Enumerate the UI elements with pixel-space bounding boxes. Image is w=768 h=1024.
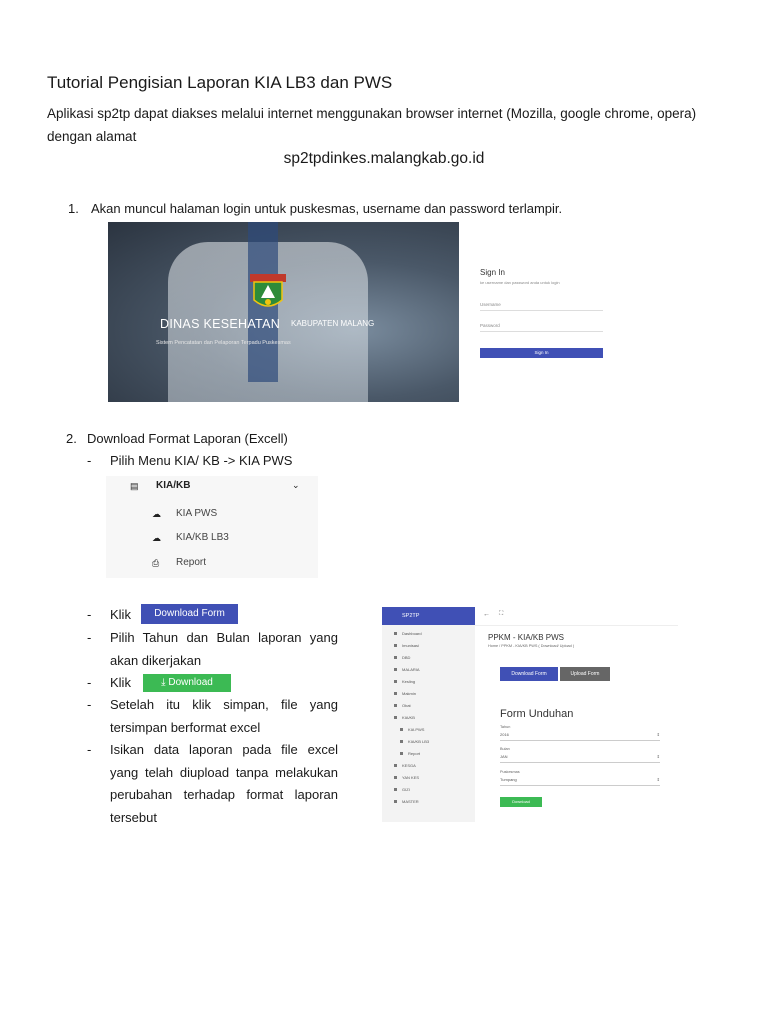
kabupaten-emblem-icon — [248, 272, 288, 312]
org-region: KABUPATEN MALANG — [291, 319, 375, 328]
cloud-download-icon: ☁ — [152, 509, 161, 519]
username-underline — [480, 310, 603, 311]
app-brand: SP2TP — [382, 607, 475, 625]
sidebar-item[interactable]: DBD — [402, 655, 411, 660]
site-url[interactable]: sp2tpdinkes.malangkab.go.id — [283, 150, 485, 167]
intro-paragraph: Aplikasi sp2tp dapat diakses melalui internet menggunakan browser internet (Mozilla, google chrome, opera) dengan alamat — [47, 106, 697, 144]
bulan-value: JAN — [500, 754, 508, 759]
download-button-label: Download — [168, 677, 213, 688]
sidebar-icon — [400, 752, 403, 755]
sidebar-icon — [394, 788, 397, 791]
app-page-title: PPKM - KIA/KB PWS — [488, 633, 565, 642]
breadcrumb: Home / PPKM - KIA/KB PWS ( Download/ Upload ) — [488, 644, 575, 648]
dash-marker: - — [87, 675, 92, 690]
sidebar-icon — [394, 704, 397, 707]
back-arrow-icon[interactable]: ← — [483, 611, 490, 618]
sidebar-item[interactable]: MALARIA — [402, 667, 420, 672]
dash-marker: - — [87, 742, 92, 757]
chevron-down-icon[interactable]: ⌄ — [292, 480, 300, 490]
sidebar-icon — [400, 740, 403, 743]
bulan-select[interactable] — [500, 754, 660, 763]
dash-marker: - — [87, 453, 92, 468]
sidebar-icon — [394, 656, 397, 659]
signin-button[interactable]: Sign In — [480, 348, 603, 358]
puskesmas-value: Tumpang — [500, 777, 517, 782]
step2-text: Download Format Laporan (Excell) — [87, 431, 288, 446]
sidebar-icon — [400, 728, 403, 731]
signin-title: Sign In — [480, 268, 505, 277]
sidebar-icon — [394, 764, 397, 767]
bulan-label: Bulan — [500, 747, 510, 751]
login-background — [108, 222, 459, 402]
bullet-pilih-tahun: Pilih Tahun dan Bulan laporan yang akan dikerjakan — [110, 630, 338, 668]
dash-marker: - — [87, 630, 92, 645]
sidebar-item[interactable]: KESGA — [402, 763, 416, 768]
login-screenshot — [108, 222, 604, 402]
sidebar-icon — [394, 668, 397, 671]
menu-head-kia-kb[interactable]: KIA/KB — [156, 480, 191, 491]
bullet-setelah-simpan: Setelah itu klik simpan, file yang tersimpan berformat excel — [110, 697, 338, 735]
menu-item-report[interactable]: Report — [176, 557, 207, 568]
fullscreen-icon[interactable]: ⛶ — [499, 611, 504, 617]
bullet-klik: Klik — [110, 607, 131, 622]
app-download-button[interactable]: Download — [500, 797, 542, 807]
tab-upload-form[interactable]: Upload Form — [560, 667, 610, 681]
sidebar-item[interactable]: KIA/KB LB3 — [408, 739, 430, 744]
sidebar-item[interactable]: Makmin — [402, 691, 417, 696]
bullet-isikan-data: Isikan data laporan pada file excel yang telah diupload tanpa melakukan perubahan terhadap format laporan tersebut — [110, 742, 338, 825]
org-name: DINAS KESEHATAN — [160, 317, 281, 331]
password-field[interactable]: Password — [480, 323, 500, 328]
tahun-value: 2016 — [500, 732, 509, 737]
sidebar-item[interactable]: MASTER — [402, 799, 419, 804]
menu-item-kia-pws[interactable]: KIA PWS — [176, 508, 218, 519]
select-arrow-icon: ⇕ — [656, 777, 660, 782]
password-underline — [480, 331, 603, 332]
sidebar-icon — [394, 644, 397, 647]
puskesmas-select[interactable] — [500, 777, 660, 786]
username-field[interactable]: Username — [480, 302, 501, 307]
sidebar-icon — [394, 776, 397, 779]
download-button[interactable] — [143, 674, 231, 692]
dash-marker: - — [87, 607, 92, 622]
org-subtitle: Sistem Pencatatan dan Pelaporan Terpadu Puskesmas — [156, 340, 291, 346]
book-icon: ▤ — [130, 481, 139, 491]
printer-icon: ⎙ — [152, 558, 160, 568]
sidebar-item[interactable]: Report — [408, 751, 421, 756]
puskesmas-label: Puskesmas — [500, 770, 520, 774]
bullet-klik: Klik — [110, 675, 131, 690]
menu-item-kia-kb-lb3[interactable]: KIA/KB LB3 — [176, 532, 229, 543]
step2-sub1: Pilih Menu KIA/ KB -> KIA PWS — [110, 453, 293, 468]
sidebar-item[interactable]: YAN KES — [402, 775, 420, 780]
sidebar-icon — [394, 632, 397, 635]
cloud-download-icon: ☁ — [152, 533, 161, 543]
sidebar-icon — [394, 680, 397, 683]
sidebar-item[interactable]: KIA PWS — [408, 727, 425, 732]
sidebar-item[interactable]: Imunisasi — [402, 643, 419, 648]
dash-marker: - — [87, 697, 92, 712]
app-topbar — [475, 607, 678, 626]
tahun-label: Tahun — [500, 725, 511, 729]
signin-subtitle: ke username dan password anda untuk login — [480, 280, 560, 285]
kia-kb-menu — [106, 476, 318, 578]
page-title: Tutorial Pengisian Laporan KIA LB3 dan PWS — [47, 73, 393, 92]
sidebar-item[interactable]: Kesling — [402, 679, 416, 684]
tahun-select[interactable] — [500, 732, 660, 741]
sidebar-icon — [394, 692, 397, 695]
tab-download-form[interactable]: Download Form — [500, 667, 558, 681]
step1-text: Akan muncul halaman login untuk puskesmas, username dan password terlampir. — [91, 201, 563, 216]
sidebar-icon — [394, 800, 397, 803]
download-icon: ⤓ — [161, 677, 169, 688]
step2-number: 2. — [66, 431, 77, 446]
sidebar-icon — [394, 716, 397, 719]
sidebar-item[interactable]: Dashboard — [402, 631, 422, 636]
download-form-button[interactable]: Download Form — [141, 604, 238, 624]
sidebar-item[interactable]: KIA/KB — [402, 715, 415, 720]
app-screenshot — [382, 607, 678, 822]
step1-number: 1. — [68, 201, 79, 216]
form-title: Form Unduhan — [500, 708, 574, 720]
sidebar-item[interactable]: GIZI — [402, 787, 410, 792]
sidebar-item[interactable]: Obat — [402, 703, 411, 708]
select-arrow-icon: ⇕ — [656, 754, 660, 759]
select-arrow-icon: ⇕ — [656, 732, 660, 737]
